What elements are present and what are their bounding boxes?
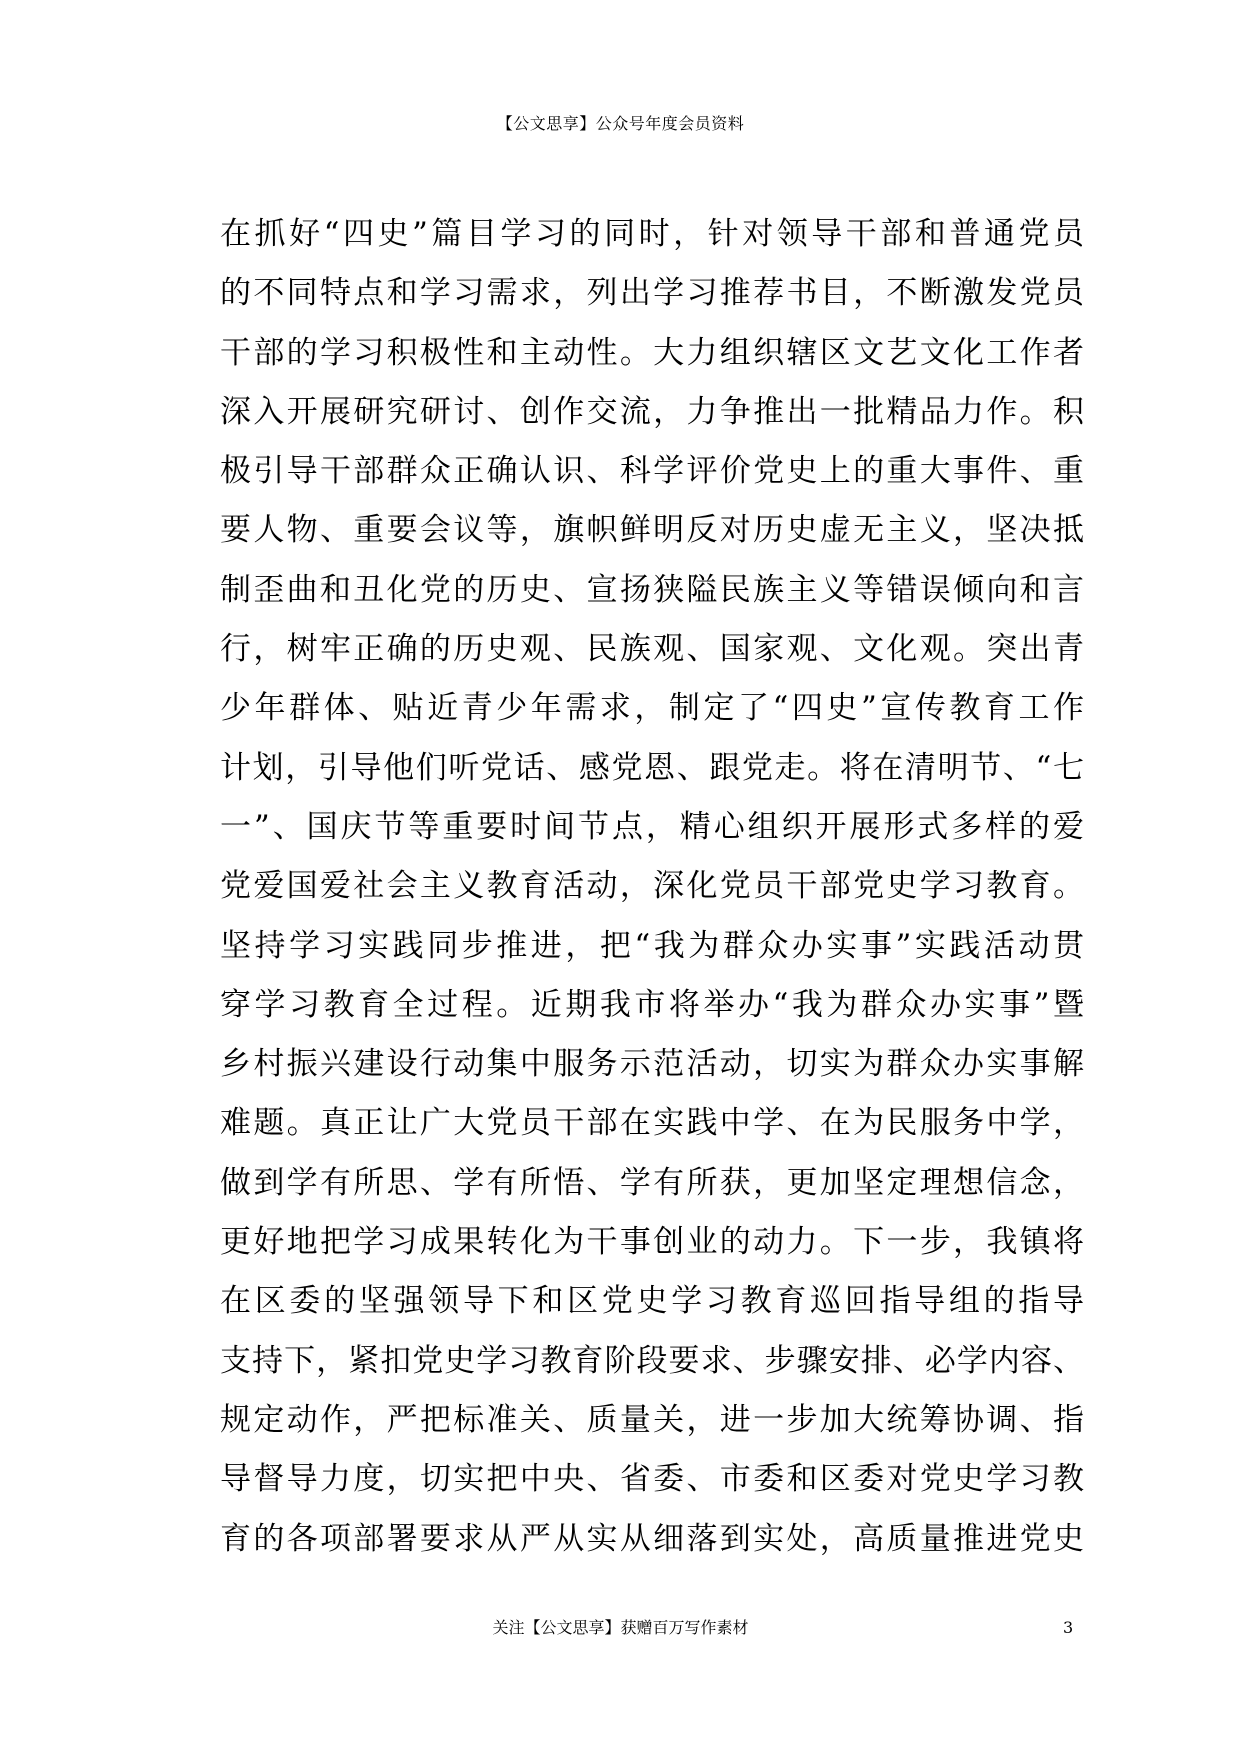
text-line: 支持下，紧扣党史学习教育阶段要求、步骤安排、必学内容、 — [220, 1342, 1084, 1379]
text-line: 更好地把学习成果转化为干事创业的动力。下一步，我镇将 — [220, 1224, 1084, 1261]
text-line: 干部的学习积极性和主动性。大力组织辖区文艺文化工作者 — [220, 334, 1084, 371]
text-line: 穿学习教育全过程。近期我市将举办“我为群众办实事”暨 — [220, 986, 1084, 1023]
text-line: 极引导干部群众正确认识、科学评价党史上的重大事件、重 — [220, 453, 1084, 490]
text-line: 要人物、重要会议等，旗帜鲜明反对历史虚无主义，坚决抵 — [220, 512, 1084, 549]
text-line: 规定动作，严把标准关、质量关，进一步加大统筹协调、指 — [220, 1401, 1084, 1438]
text-line: 行，树牢正确的历史观、民族观、国家观、文化观。突出青 — [220, 631, 1084, 668]
page-footer: 关注【公文思享】获赠百万写作素材 — [492, 1618, 749, 1637]
text-line: 导督导力度，切实把中央、省委、市委和区委对党史学习教 — [220, 1461, 1084, 1498]
text-line: 党爱国爱社会主义教育活动，深化党员干部党史学习教育。 — [220, 868, 1084, 905]
text-line: 难题。真正让广大党员干部在实践中学、在为民服务中学， — [220, 1105, 1084, 1142]
text-line: 坚持学习实践同步推进，把“我为群众办实事”实践活动贯 — [220, 927, 1084, 964]
text-line: 育的各项部署要求从严从实从细落到实处，高质量推进党史 — [220, 1520, 1084, 1557]
page-number: 3 — [1063, 1618, 1074, 1637]
text-line: 的不同特点和学习需求，列出学习推荐书目，不断激发党员 — [220, 275, 1084, 312]
text-line: 在区委的坚强领导下和区党史学习教育巡回指导组的指导 — [220, 1283, 1084, 1320]
text-line: 乡村振兴建设行动集中服务示范活动，切实为群众办实事解 — [220, 1046, 1084, 1083]
text-line: 计划，引导他们听党话、感党恩、跟党走。将在清明节、“七 — [220, 749, 1084, 786]
body-text — [220, 205, 1084, 1569]
text-line: 在抓好“四史”篇目学习的同时，针对领导干部和普通党员 — [220, 216, 1084, 252]
text-line: 少年群体、贴近青少年需求，制定了“四史”宣传教育工作 — [220, 690, 1084, 727]
page-header: 【公文思享】公众号年度会员资料 — [496, 114, 745, 133]
text-line: 做到学有所思、学有所悟、学有所获，更加坚定理想信念， — [220, 1164, 1084, 1201]
text-line: 制歪曲和丑化党的历史、宣扬狭隘民族主义等错误倾向和言 — [220, 571, 1084, 608]
text-line: 一”、国庆节等重要时间节点，精心组织开展形式多样的爱 — [220, 808, 1084, 845]
text-line: 深入开展研究研讨、创作交流，力争推出一批精品力作。积 — [220, 393, 1084, 430]
